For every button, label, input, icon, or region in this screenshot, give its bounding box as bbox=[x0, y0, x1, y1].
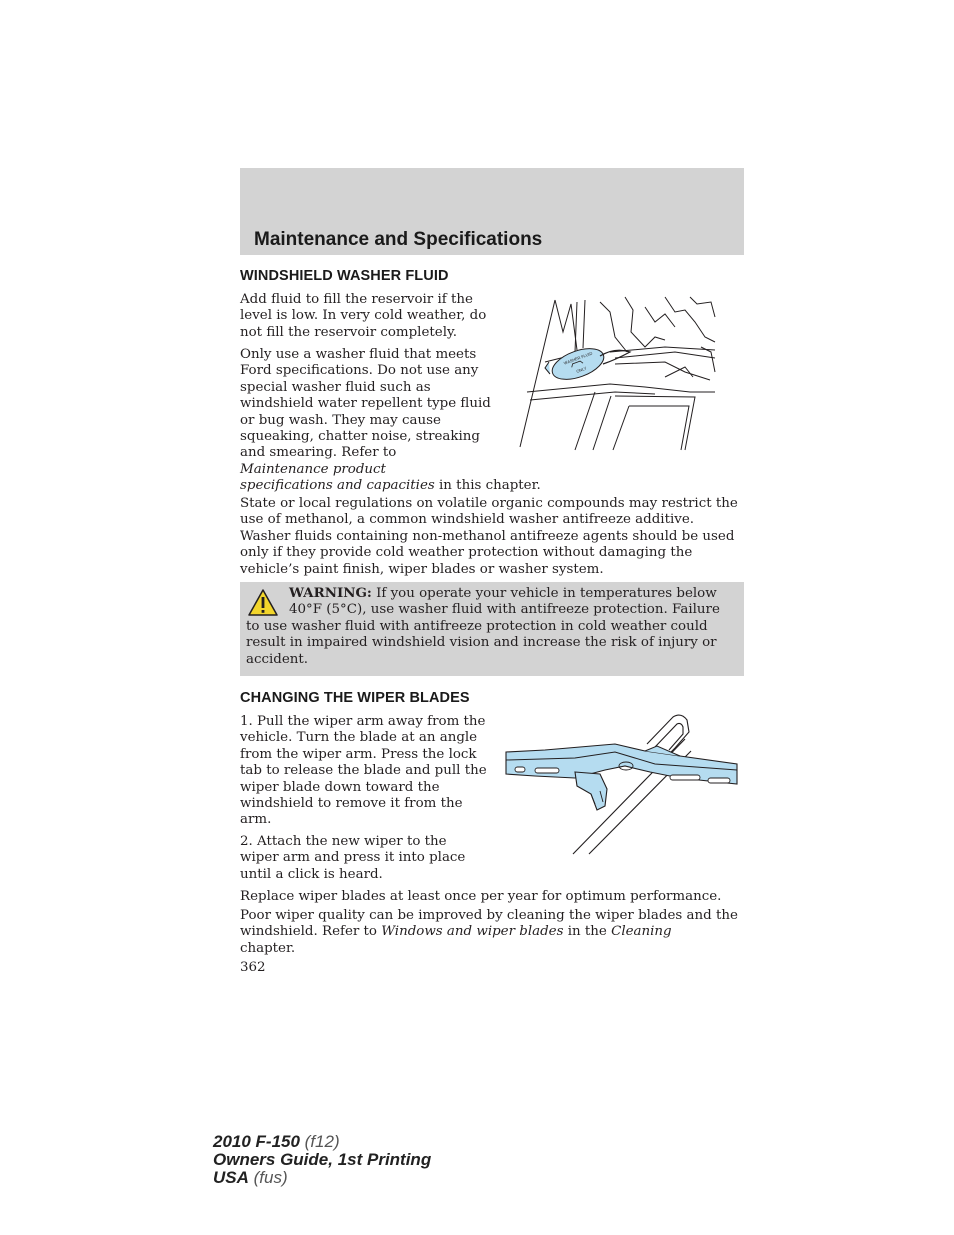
text-line: windshield to remove it from the bbox=[240, 796, 463, 812]
text-line: windshield water repellent type fluid bbox=[240, 396, 491, 412]
text-line: special washer fluid such as bbox=[240, 379, 431, 395]
text-line: until a click is heard. bbox=[240, 866, 383, 882]
paragraph-voc-regulations bbox=[240, 496, 750, 578]
text-line: or bug wash. They may cause bbox=[240, 412, 441, 428]
text-line: State or local regulations on volatile organic compounds may restrict the bbox=[240, 496, 738, 511]
text-line: arm. bbox=[240, 812, 272, 828]
text-line: Washer fluids containing non-methanol antifreeze agents should be used bbox=[240, 528, 735, 544]
footer-model: 2010 F-150 bbox=[213, 1132, 300, 1151]
heading-windshield-washer-fluid: WINDSHIELD WASHER FLUID bbox=[240, 268, 449, 284]
text-line: vehicle. Turn the blade at an angle bbox=[240, 730, 478, 746]
cross-reference-specifications: specifications and capacities bbox=[240, 478, 435, 494]
step-2-attach-blade bbox=[240, 834, 465, 883]
text-line: Only use a washer fluid that meets bbox=[240, 347, 477, 362]
warning-label: WARNING: bbox=[289, 585, 372, 601]
text-line: vehicle’s paint finish, wiper blades or washer system. bbox=[240, 561, 604, 577]
text-fragment: in the bbox=[563, 924, 612, 940]
text-line: wiper arm and press it into place bbox=[240, 850, 466, 866]
reservoir-cap-label-top: WASHER FLUID bbox=[563, 350, 594, 366]
text-line: only if they provide cold weather protection without damaging the bbox=[240, 545, 693, 561]
step-1-remove-blade bbox=[240, 714, 487, 829]
text-line: Ford specifications. Do not use any bbox=[240, 363, 479, 379]
washer-reservoir-illustration bbox=[515, 292, 720, 452]
text-line: Poor wiper quality can be improved by cleaning the wiper blades and the bbox=[240, 908, 738, 923]
text-fragment: If you operate your vehicle in temperatures below bbox=[371, 586, 717, 601]
text-line: Add fluid to fill the reservoir if the bbox=[240, 292, 473, 307]
text-line: not fill the reservoir completely. bbox=[240, 324, 458, 340]
heading-changing-wiper-blades: CHANGING THE WIPER BLADES bbox=[240, 690, 470, 706]
document-footer bbox=[213, 1133, 431, 1187]
reservoir-cap-label-bottom: ONLY bbox=[575, 365, 588, 374]
text-line: squeaking, chatter noise, streaking bbox=[240, 429, 480, 445]
footer-market: USA bbox=[213, 1168, 249, 1187]
page-section-title: Maintenance and Specifications bbox=[254, 229, 543, 250]
footer-model-code: (f12) bbox=[299, 1132, 340, 1151]
text-line: use of methanol, a common windshield washer antifreeze additive. bbox=[240, 512, 694, 528]
text-line: 40°F (5°C), use washer fluid with antifreeze protection. Failure bbox=[289, 602, 720, 618]
text-line: result in impaired windshield vision and increase the risk of injury or bbox=[246, 635, 717, 651]
text-fragment: windshield. Refer to bbox=[240, 924, 382, 940]
paragraph-replace-frequency: Replace wiper blades at least once per year for optimum performance. bbox=[240, 889, 722, 904]
text-line: accident. bbox=[246, 651, 309, 667]
text-line: level is low. In very cold weather, do bbox=[240, 308, 487, 324]
wiper-blade-illustration bbox=[505, 714, 740, 859]
paragraph-fill-reservoir bbox=[240, 292, 486, 341]
text-line: chapter. bbox=[240, 940, 296, 956]
text-line: 1. Pull the wiper arm away from the bbox=[240, 714, 486, 729]
footer-market-code: (fus) bbox=[248, 1168, 288, 1187]
text-line: and smearing. Refer to bbox=[240, 445, 397, 461]
cross-reference-cleaning: Cleaning bbox=[611, 924, 672, 940]
footer-printing: Owners Guide, 1st Printing bbox=[213, 1150, 432, 1169]
text-line: tab to release the blade and pull the bbox=[240, 763, 487, 779]
text-fragment: in this chapter. bbox=[434, 478, 541, 494]
warning-text bbox=[246, 585, 738, 668]
text-line: from the wiper arm. Press the lock bbox=[240, 746, 477, 762]
text-line: 2. Attach the new wiper to the bbox=[240, 834, 447, 849]
text-line: wiper blade down toward the bbox=[240, 779, 440, 795]
cross-reference-maintenance: Maintenance product bbox=[240, 461, 386, 477]
text-line: to use washer fluid with antifreeze protection in cold weather could bbox=[246, 618, 708, 634]
cross-reference-windows-wipers: Windows and wiper blades bbox=[381, 924, 564, 940]
page-number: 362 bbox=[240, 960, 266, 975]
paragraph-washer-fluid-specs bbox=[240, 347, 541, 495]
paragraph-poor-wiper-quality bbox=[240, 908, 750, 957]
